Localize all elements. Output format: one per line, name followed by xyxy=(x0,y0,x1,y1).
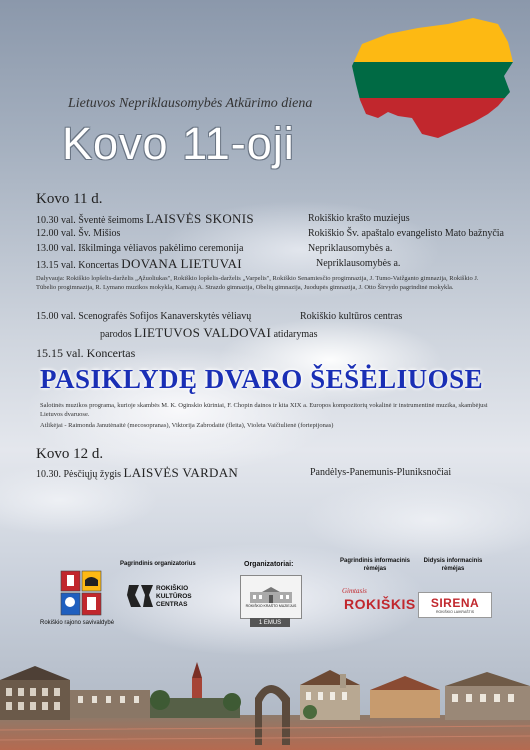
newspaper-logo: ROKIŠKIS xyxy=(344,596,416,612)
exhibition-highlight: LIETUVOS VALDOVAI xyxy=(134,325,272,340)
museum-logo: ROKIŠKIO KRAŠTO MUZIEJUS xyxy=(240,575,302,619)
event-highlight: LAISVĖS SKONIS xyxy=(146,211,254,226)
event-row: 13.00 val. Iškilminga vėliavos pakėlimo ceremonija xyxy=(36,243,244,254)
big-info-sponsor-label: Didysis informacinis rėmėjas xyxy=(423,558,483,572)
concert-description: Salotinės muzikos programa, kurioje skambės M. K. Oginskio kūriniai, F. Chopin dainos ir kita XIX a. Europos kompozitorių vokalinė ir instrumentinė muzika, skambėjusi Lietuvos dvaruose. xyxy=(40,402,488,418)
performers-note: Atlikėjai - Raimonda Janutėnaitė (mecosopranas), Viktorija Zabrodaitė (fleita), Violeta Vaičiulienė (fortepijonas) xyxy=(40,422,334,429)
exhibition-line: parodos LIETUVOS VALDOVAI atidarymas xyxy=(100,325,318,340)
organizers-label: Organizatoriai: xyxy=(244,561,294,568)
participants-note: Dalyvauja: Rokiškio lopšelis-darželis „Ąžuoliukas", Rokiškio lopšelis-darželis „Varpelis", Rokiškio Senamiesčio progimnazija, J. Tumo-Vaižganto gimnazija, Rokiškio J. Tūbelio progimnazija, R. Lymano muzikos mokykla, Kamajų A. Strazdo gimnazija, Obelių gimnazija, Juodupės gimnazija, J. Otto Širvydo pagrindinė mokykla. xyxy=(36,275,479,291)
concert-title: PASIKLYDĘ DVARO ŠEŠĖLIUOSE xyxy=(40,364,484,394)
event-highlight: LAISVĖS VARDAN xyxy=(123,465,239,480)
town-square-photo xyxy=(0,660,530,750)
culture-center-logo-icon xyxy=(127,583,155,609)
event-row: 13.15 val. Koncertas DOVANA LIETUVAI xyxy=(36,256,242,271)
culture-center-logo: ROKIŠKIO KULTŪROS CENTRAS xyxy=(156,585,192,608)
event-place: Nepriklausomybės a. xyxy=(316,258,401,269)
day1-label: Kovo 11 d. xyxy=(36,191,103,207)
exhibition-place: Rokiškio kultūros centras xyxy=(300,311,403,322)
event-place: Rokiškio krašto muziejus xyxy=(308,213,410,224)
museum-sub-logo: 1 EMUS xyxy=(250,618,290,627)
page-title: Kovo 11-oji xyxy=(62,118,295,169)
event-row: 10.30. Pėsčiųjų žygis LAISVĖS VARDAN xyxy=(36,465,239,480)
exhibition-line: 15.00 val. Scenografės Sofijos Kanaverskytės vėliavų xyxy=(36,311,252,322)
sirena-logo: SIRENA ROKIŠKIO LAIKRAŠTIS xyxy=(418,592,492,618)
event-place: Nepriklausomybės a. xyxy=(308,243,393,254)
concert-time: 15.15 val. Koncertas xyxy=(36,346,136,360)
route-text: Pandėlys-Panemunis-Pluniksnočiai xyxy=(310,467,452,478)
municipality-coat-of-arms-icon xyxy=(60,570,102,618)
manor-building-icon xyxy=(248,586,294,604)
municipality-caption: Rokiškio rajono savivaldybė xyxy=(40,620,115,626)
event-row: 12.00 val. Šv. Mišios xyxy=(36,228,121,239)
main-info-sponsor-label: Pagrindinis informacinis rėmėjas xyxy=(339,558,410,572)
event-place: Rokiškio Šv. apaštalo evangelisto Mato bažnyčia xyxy=(308,228,504,239)
lithuania-flag-map xyxy=(348,14,518,142)
event-subtitle: Lietuvos Nepriklausomybės Atkūrimo diena xyxy=(68,96,313,111)
event-row: 10.30 val. Šventė šeimoms LAISVĖS SKONIS xyxy=(36,211,254,226)
day2-label: Kovo 12 d. xyxy=(36,446,104,462)
event-highlight: DOVANA LIETUVAI xyxy=(121,256,242,271)
main-organizer-label: Pagrindinis organizatorius xyxy=(120,561,196,567)
newspaper-logo-small: Gimtasis xyxy=(342,587,367,595)
